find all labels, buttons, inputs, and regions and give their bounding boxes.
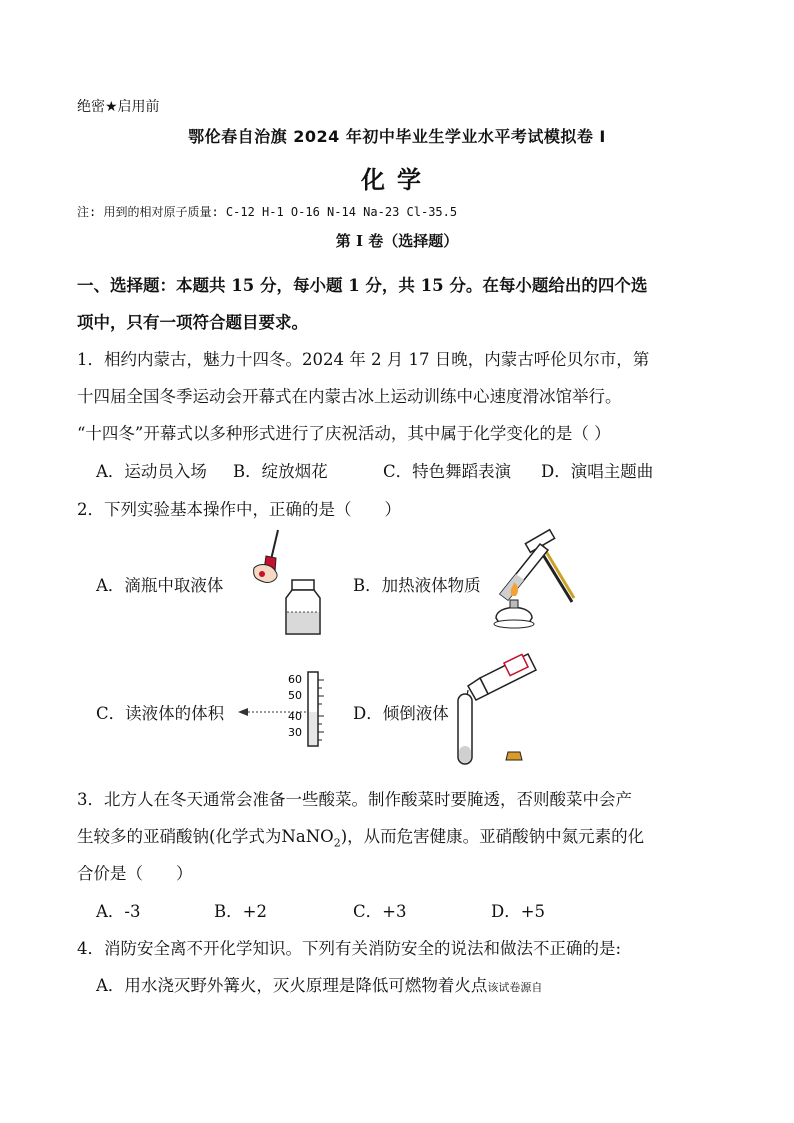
exam-title: 鄂伦春自治旗 2024 年初中毕业生学业水平考试模拟卷 I (188, 127, 606, 146)
q1-stem-line2: 十四届全国冬季运动会开幕式在内蒙古冰上运动训练中心速度滑冰馆举行。 (77, 387, 622, 406)
tick-60: 60 (288, 673, 302, 686)
tick-30: 30 (288, 726, 302, 739)
q1-option-d: D．演唱主题曲 (541, 462, 654, 481)
q3-stem-line2-part1: 生较多的亚硝酸钠(化学式为NaNO (77, 827, 334, 846)
q2-option-d: D．倾倒液体 (353, 704, 449, 723)
q1-option-a: A．运动员入场 (96, 462, 207, 481)
q3-option-b: B．+2 (214, 902, 267, 921)
q1-option-c: C．特色舞蹈表演 (383, 462, 512, 481)
measuring-cylinder-figure (234, 670, 328, 750)
volume-heading: 第 I 卷（选择题） (335, 232, 459, 250)
section-heading-line1: 一、选择题：本题共 15 分，每小题 1 分，共 15 分。在每小题给出的四个选 (77, 276, 648, 295)
q2-option-b: B．加热液体物质 (353, 576, 481, 595)
q3-option-d: D．+5 (491, 902, 546, 921)
tick-40: 40 (288, 710, 302, 723)
q2-option-c: C．读液体的体积 (96, 704, 225, 723)
q2-option-a: A．滴瓶中取液体 (96, 576, 224, 595)
q3-stem-line2-part2: )，从而危害健康。亚硝酸钠中氮元素的化 (340, 827, 645, 846)
dropper-bottle-figure (236, 528, 326, 640)
q1-option-b: B．绽放烟花 (233, 462, 328, 481)
q4-stem: 4．消防安全离不开化学知识。下列有关消防安全的说法和做法不正确的是: (77, 939, 622, 958)
tick-50: 50 (288, 689, 302, 702)
pouring-liquid-figure (454, 648, 538, 768)
q4-option-a-text: A．用水浇灭野外篝火，灭火原理是降低可燃物着火点 (96, 976, 488, 995)
confidential-label: 绝密★启用前 (77, 99, 160, 115)
q3-stem-line2 (77, 823, 644, 849)
q3-formula-subscript: 2 (333, 836, 341, 850)
section-heading-line2: 项中，只有一项符合题目要求。 (77, 313, 308, 332)
cylinder-tick-labels (288, 673, 302, 739)
atomic-mass-note: 注: 用到的相对原子质量: C-12 H-1 O-16 N-14 Na-23 Cl-35.5 (77, 205, 458, 219)
heating-tube-figure (486, 528, 578, 632)
q1-stem-line1: 1．相约内蒙古，魅力十四冬。2024 年 2 月 17 日晚，内蒙古呼伦贝尔市，第 (77, 350, 650, 369)
q2-stem: 2．下列实验基本操作中，正确的是（ ） (77, 500, 401, 519)
q1-stem-line3: “十四冬”开幕式以多种形式进行了庆祝活动，其中属于化学变化的是（ ） (77, 424, 611, 443)
q3-option-a: A．-3 (96, 902, 141, 921)
q3-option-c: C．+3 (353, 902, 407, 921)
subject-title: 化学 (361, 166, 433, 194)
q4-option-a (96, 972, 542, 996)
watermark-text: 该试卷源自 (487, 981, 543, 994)
q3-stem-line1: 3．北方人在冬天通常会准备一些酸菜。制作酸菜时要腌透，否则酸菜中会产 (77, 790, 632, 809)
q3-stem-line3: 合价是（ ） (77, 864, 193, 883)
